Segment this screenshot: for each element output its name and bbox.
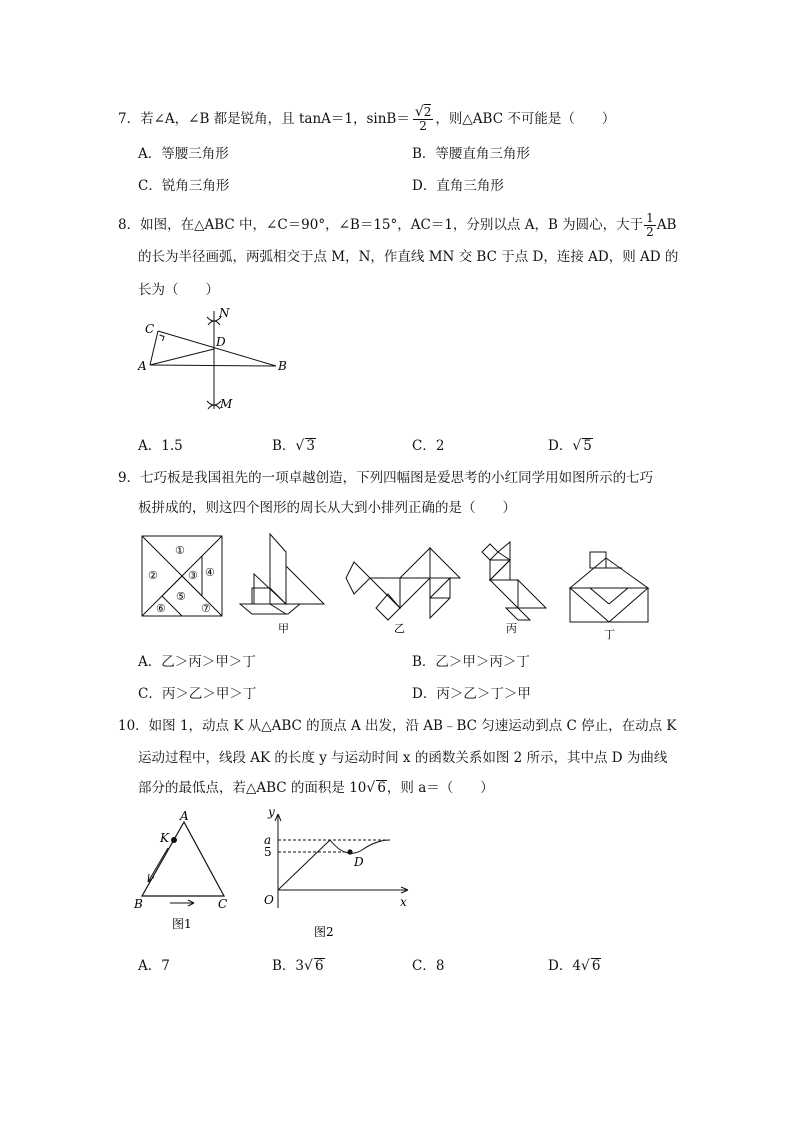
q8-option-d-radicand: 5 — [583, 438, 592, 454]
sqrt-icon: √ — [572, 438, 582, 454]
q10-option-b-radicand: 6 — [314, 958, 324, 974]
q10-option-b-label: B．3 — [272, 958, 305, 974]
q10-fig2-label-y: y — [268, 805, 275, 819]
q8-half-den: 2 — [646, 225, 654, 239]
q8-line3: 长为（ ） — [138, 282, 219, 298]
tangram-piece-1: ① — [175, 544, 185, 557]
q8-segment-ab — [150, 365, 276, 366]
q10-line1: 10．如图 1，动点 K 从△ABC 的顶点 A 出发，沿 AB﹣BC 匀速运动到点 C 停止，在动点 K — [118, 718, 677, 734]
q9-figures — [138, 532, 658, 640]
q8-label-m: M — [220, 397, 233, 411]
q8-right-angle-mark — [160, 335, 165, 341]
q10-graph-line — [278, 840, 330, 890]
q8-half-num: 1 — [646, 211, 654, 225]
q8-figure — [136, 305, 296, 415]
q10-fig1-caption: 图1 — [172, 917, 192, 931]
q8-option-a[interactable]: A．1.5 — [138, 438, 183, 454]
tangram-piece-3: ③ — [188, 569, 198, 582]
tangram-piece-6: ⑥ — [156, 602, 166, 615]
q10-option-b[interactable] — [272, 956, 325, 976]
figure-yi-label: 乙 — [394, 622, 405, 635]
q8-label-c: C — [145, 322, 155, 336]
q10-option-d-radicand: 6 — [591, 958, 601, 974]
q10-line3 — [138, 778, 494, 798]
q8-label-d: D — [216, 335, 226, 349]
q10-fig2-label-d: D — [354, 855, 364, 869]
q10-fig2-label-x: x — [400, 895, 407, 909]
q10-figure2 — [250, 804, 420, 944]
q10-option-d-label: D．4 — [548, 958, 581, 974]
q9-line2: 板拼成的，则这四个图形的周长从大到小排列正确的是（ ） — [138, 500, 516, 516]
q7-frac-num: 2 — [423, 105, 432, 119]
q7-option-c[interactable]: C．锐角三角形 — [138, 178, 230, 194]
tangram-piece-5: ⑤ — [176, 590, 186, 603]
figure-yi — [346, 548, 460, 620]
q10-graph-curve — [330, 840, 390, 853]
q8-option-d-label: D． — [548, 438, 573, 454]
q10-point-d — [347, 849, 352, 854]
q8-label-a: A — [138, 359, 147, 373]
sqrt-icon: √ — [580, 958, 590, 974]
sqrt-icon: √ — [366, 780, 376, 796]
q8-line2: 的长为半径画弧，两弧相交于点 M，N，作直线 MN 交 BC 于点 D，连接 AD，则 AD 的 — [138, 249, 679, 265]
q8-label-b: B — [278, 359, 287, 373]
q10-fig1-label-a: A — [180, 809, 189, 823]
q10-fig2-label-a: a — [264, 833, 272, 847]
q7-option-b[interactable]: B．等腰直角三角形 — [412, 146, 530, 162]
q7-stem-b: ，则△ABC 不可能是（ ） — [435, 111, 616, 127]
q7-sqrt-frac — [411, 106, 436, 133]
q10-option-c[interactable]: C．8 — [412, 958, 445, 974]
q10-line2: 运动过程中，线段 AK 的长度 y 与运动时间 x 的函数关系如图 2 所示，其中点 D 为曲线 — [138, 750, 668, 766]
q9-option-a[interactable]: A．乙＞丙＞甲＞丁 — [138, 654, 256, 670]
tangram-piece-7: ⑦ — [201, 602, 211, 615]
q8-line1-b: AB — [656, 217, 677, 233]
q7-stem — [118, 106, 615, 133]
q10-option-a[interactable]: A．7 — [138, 958, 170, 974]
q8-option-d[interactable] — [548, 436, 593, 456]
q8-segment-ac — [150, 331, 158, 365]
q8-option-b-label: B． — [272, 438, 296, 454]
q10-fig2-label-o: O — [264, 893, 274, 907]
q10-line3-a: 部分的最低点，若△ABC 的面积是 10 — [138, 780, 367, 796]
q7-option-a[interactable]: A．等腰三角形 — [138, 146, 229, 162]
q10-fig1-label-k: K — [160, 831, 169, 845]
q10-fig1-label-c: C — [218, 897, 228, 911]
q10-fig2-caption: 图2 — [314, 925, 334, 939]
sqrt-icon: √ — [295, 438, 305, 454]
q10-triangle-abc — [142, 822, 224, 896]
figure-jia — [240, 534, 324, 614]
q10-fig2-label-5: 5 — [264, 845, 272, 859]
figure-bing-label: 丙 — [506, 622, 517, 635]
q10-line3-b: ，则 a＝（ ） — [386, 780, 494, 796]
figure-ding-label: 丁 — [604, 628, 615, 640]
q7-fraction: $\frac{√2}{2}$ — [414, 104, 432, 133]
q10-option-d[interactable] — [548, 956, 601, 976]
q7-frac-den: 2 — [419, 119, 427, 133]
q10-figure1 — [132, 808, 242, 938]
figure-jia-label: 甲 — [278, 622, 289, 635]
q8-half-fraction — [644, 212, 656, 239]
q10-point-k — [171, 837, 177, 843]
q8-option-c[interactable]: C．2 — [412, 438, 445, 454]
q8-label-n: N — [219, 306, 230, 320]
q8-segment-ad — [150, 349, 214, 365]
q9-option-b[interactable]: B．乙＞甲＞丙＞丁 — [412, 654, 530, 670]
q9-option-c[interactable]: C．丙＞乙＞甲＞丁 — [138, 686, 257, 702]
q7-stem-a: 7．若∠A，∠B 都是锐角，且 tanA＝1，sinB＝ — [118, 111, 410, 127]
q10-arrow-ab — [148, 848, 168, 882]
q8-line1 — [118, 212, 676, 239]
sqrt-icon: √ — [304, 958, 313, 974]
figure-bing — [482, 542, 546, 620]
q8-option-b-radicand: 3 — [306, 438, 315, 454]
q10-line3-radicand: 6 — [377, 780, 386, 796]
q8-option-b[interactable] — [272, 436, 316, 456]
q9-option-d[interactable]: D．丙＞乙＞丁＞甲 — [412, 686, 531, 702]
q7-option-d[interactable]: D．直角三角形 — [412, 178, 504, 194]
q8-line1-a: 8．如图，在△ABC 中，∠C＝90°，∠B＝15°，AC＝1，分别以点 A，B 为圆心，大于 — [118, 217, 644, 233]
q10-fig1-label-b: B — [134, 897, 143, 911]
q9-line1: 9．七巧板是我国祖先的一项卓越创造，下列四幅图是爱思考的小红同学用如图所示的七巧 — [118, 470, 654, 486]
tangram-piece-2: ② — [148, 569, 158, 582]
tangram-piece-4: ④ — [205, 566, 215, 579]
figure-ding — [570, 552, 648, 622]
